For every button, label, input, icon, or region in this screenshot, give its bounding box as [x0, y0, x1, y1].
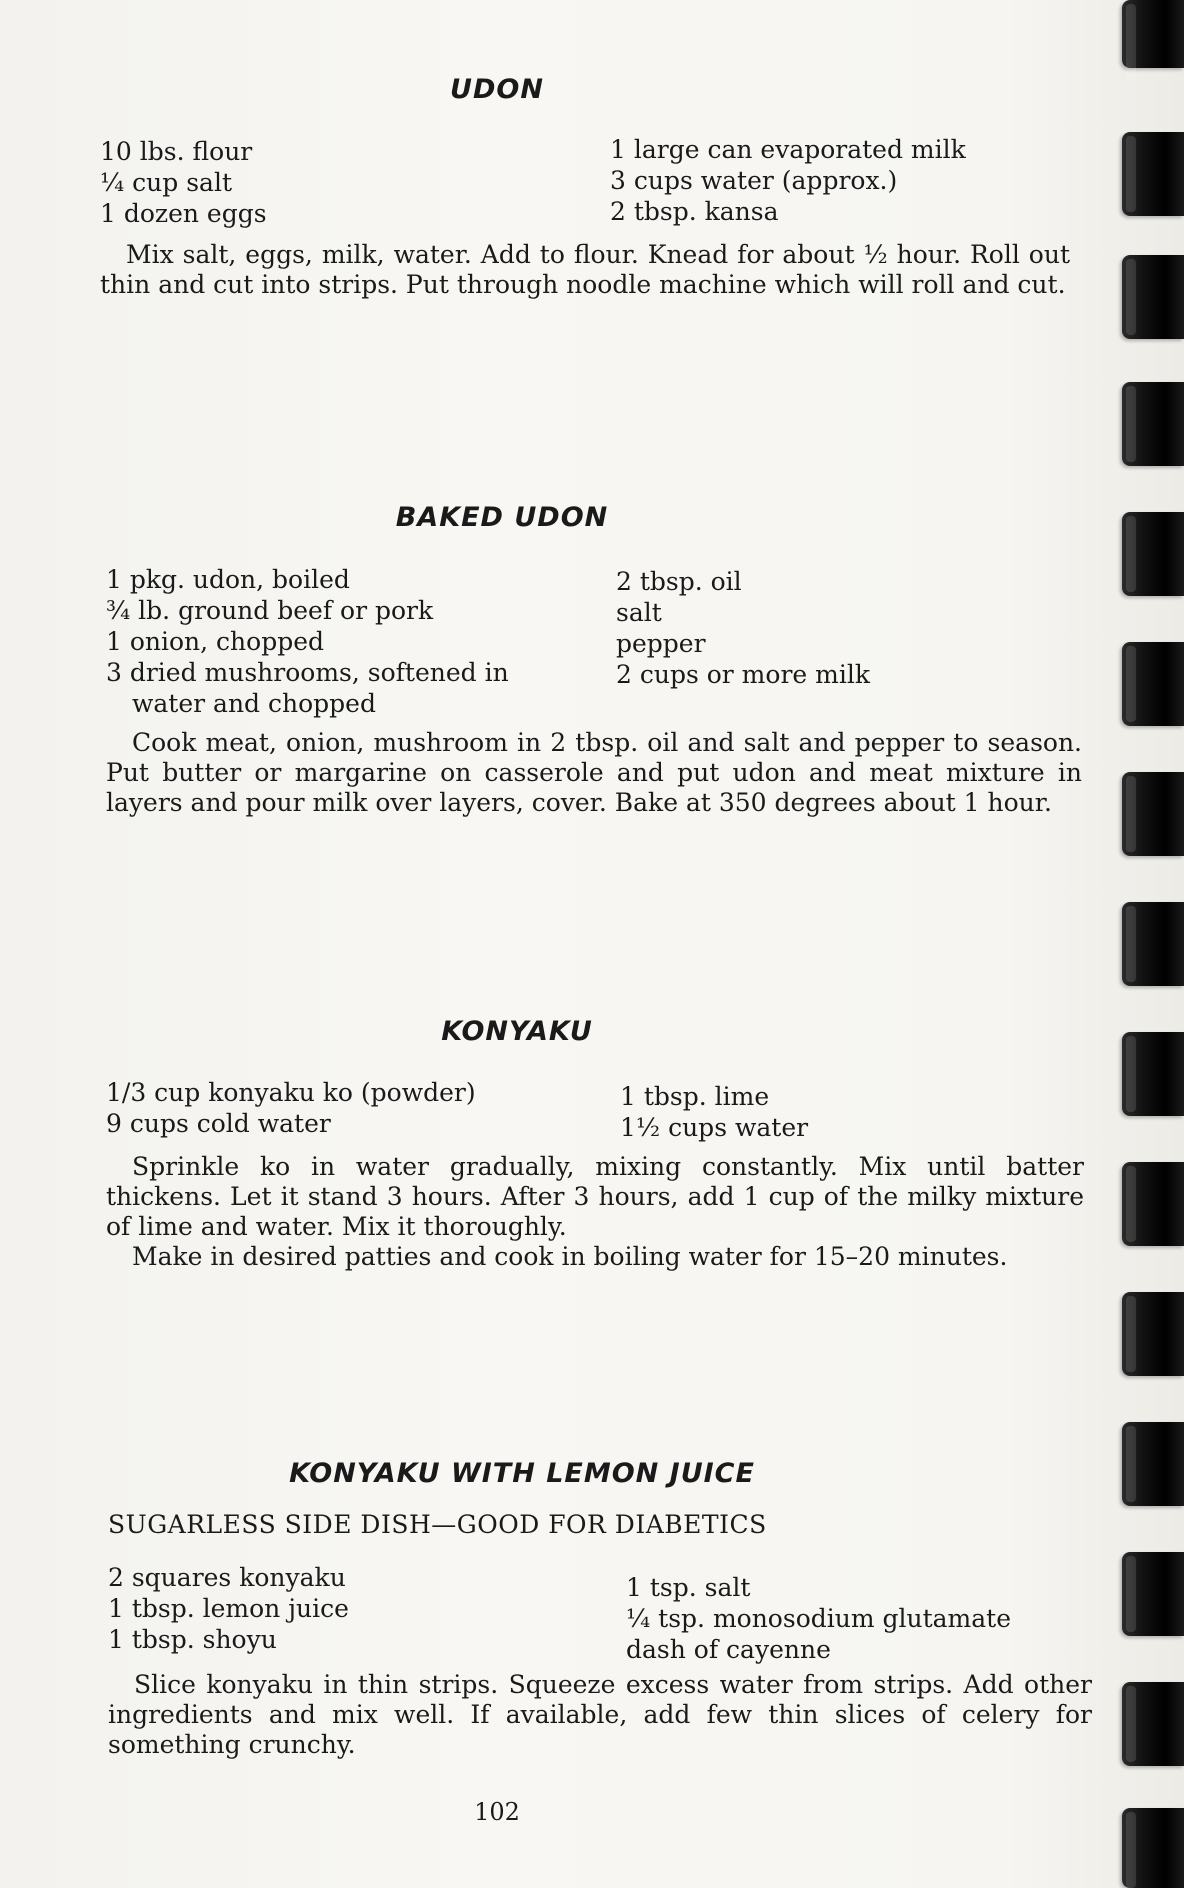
udon-directions: Mix salt, eggs, milk, water. Add to flour. Knead for about ½ hour. Roll out thin and cut into strips. Put through noodle machine which will roll and cut. [100, 240, 1070, 299]
ingredient: 1 tbsp. lemon juice [108, 1594, 349, 1623]
binding-ring-icon [1122, 902, 1184, 986]
ingredient: 1½ cups water [620, 1113, 809, 1142]
binding-ring-icon [1122, 512, 1184, 596]
ingredient: 1/3 cup konyaku ko (powder) [106, 1078, 476, 1107]
recipe-subtitle: SUGARLESS SIDE DISH—GOOD FOR DIABETICS [108, 1510, 767, 1539]
spiral-binding [1104, 0, 1184, 1888]
binding-ring-icon [1122, 642, 1184, 726]
ingredient: 1 tbsp. shoyu [108, 1625, 277, 1654]
konyaku-ingredients-left [106, 1077, 476, 1139]
ingredient: 9 cups cold water [106, 1109, 331, 1138]
konyaku-lemon-ingredients-right [626, 1572, 1011, 1665]
binding-ring-icon [1122, 1552, 1184, 1636]
konyaku-directions: Sprinkle ko in water gradually, mixing constantly. Mix until batter thickens. Let it stand 3 hours. After 3 hours, add 1 cup of the milky mixture of lime and water. Mix it thoroughly. Make in desired patties and cook in boiling water for 15–20 minutes. [106, 1152, 1084, 1271]
baked-udon-ingredients-right [616, 566, 870, 690]
binding-ring-icon [1122, 1808, 1184, 1888]
recipe-title-udon: UDON [450, 74, 544, 105]
ingredient: ¾ lb. ground beef or pork [106, 596, 434, 625]
konyaku-lemon-ingredients-left [108, 1562, 349, 1655]
ingredient: 2 squares konyaku [108, 1563, 346, 1592]
ingredient: ¼ cup salt [100, 168, 233, 197]
binding-ring-icon [1122, 1422, 1184, 1506]
baked-udon-ingredients-left [106, 564, 509, 719]
ingredient: 2 tbsp. kansa [610, 197, 779, 226]
binding-ring-icon [1122, 1162, 1184, 1246]
ingredient: 3 dried mushrooms, softened in [106, 658, 509, 687]
ingredient: 1 large can evaporated milk [610, 135, 966, 164]
konyaku-lemon-directions: Slice konyaku in thin strips. Squeeze excess water from strips. Add other ingredients and mix well. If available, add few thin slices of celery for something crunchy. [108, 1670, 1092, 1759]
ingredient-continuation: water and chopped [132, 689, 376, 718]
ingredient: 1 dozen eggs [100, 199, 267, 228]
ingredient: 2 tbsp. oil [616, 567, 742, 596]
recipe-title-konyaku: KONYAKU [441, 1016, 593, 1047]
ingredient: 3 cups water (approx.) [610, 166, 898, 195]
binding-ring-icon [1122, 382, 1184, 466]
ingredient: 2 cups or more milk [616, 660, 870, 689]
ingredient: pepper [616, 629, 706, 658]
ingredient: 1 pkg. udon, boiled [106, 565, 350, 594]
ingredient: 1 tbsp. lime [620, 1082, 770, 1111]
binding-ring-icon [1122, 1032, 1184, 1116]
ingredient: 1 onion, chopped [106, 627, 325, 656]
ingredient: dash of cayenne [626, 1635, 831, 1664]
ingredient: salt [616, 598, 662, 627]
udon-ingredients-right [610, 134, 966, 227]
ingredient: ¼ tsp. monosodium glutamate [626, 1604, 1011, 1633]
recipe-title-baked-udon: BAKED UDON [395, 502, 609, 533]
binding-ring-icon [1122, 1292, 1184, 1376]
page-number: 102 [474, 1798, 520, 1826]
udon-ingredients-left [100, 136, 267, 229]
binding-ring-icon [1122, 255, 1184, 339]
konyaku-ingredients-right [620, 1081, 808, 1143]
recipe-title-konyaku-lemon: KONYAKU WITH LEMON JUICE [289, 1458, 755, 1489]
baked-udon-directions: Cook meat, onion, mushroom in 2 tbsp. oil and salt and pepper to season. Put butter or margarine on casserole and put udon and meat mixture in layers and pour milk over layers, cover. Bake at 350 degrees about 1 hour. [106, 728, 1082, 817]
binding-ring-icon [1122, 0, 1184, 68]
binding-ring-icon [1122, 772, 1184, 856]
ingredient: 10 lbs. flour [100, 137, 253, 166]
binding-ring-icon [1122, 132, 1184, 216]
binding-ring-icon [1122, 1682, 1184, 1766]
ingredient: 1 tsp. salt [626, 1573, 751, 1602]
